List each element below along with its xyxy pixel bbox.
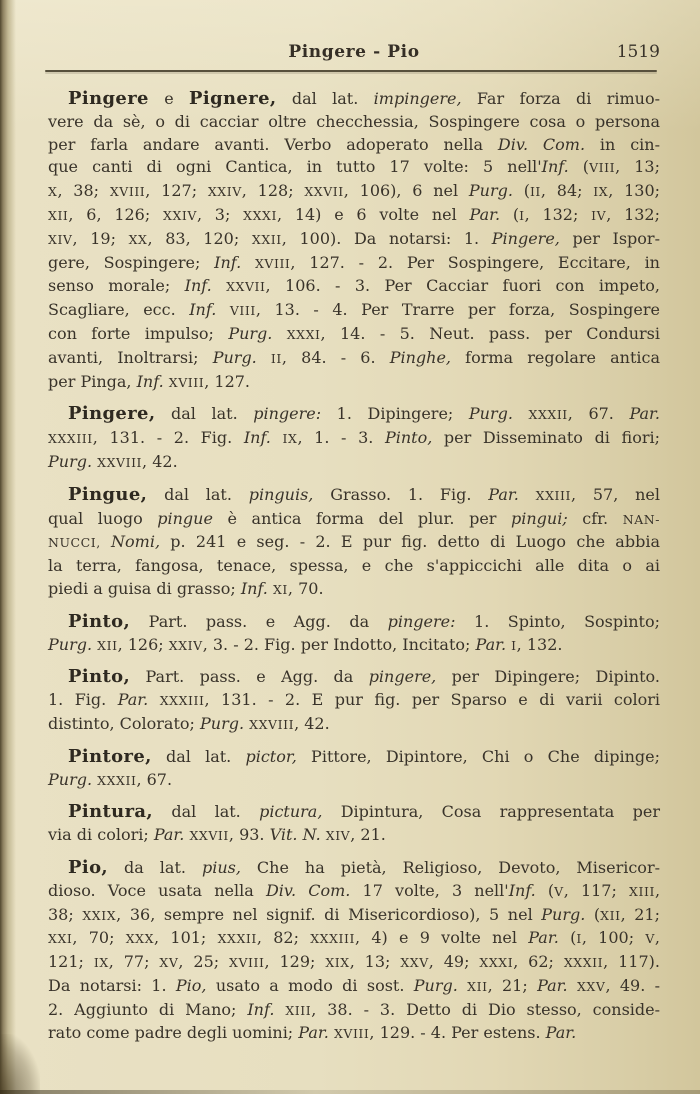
headword: Pingere: [68, 88, 149, 109]
text-segment: Pio,: [175, 975, 207, 995]
text-segment: ,: [654, 880, 661, 900]
text-segment: cfr.: [567, 508, 623, 528]
text-segment: Pinghe,: [389, 347, 451, 367]
text-segment: I: [511, 637, 517, 653]
text-segment: , 14) e 6 volte nel: [276, 204, 470, 224]
entry-paragraph: [48, 88, 660, 394]
text-segment: XIV: [325, 828, 351, 844]
text-segment: [271, 428, 283, 447]
text-line: [48, 555, 660, 578]
text-segment: per farla andare avanti. Verbo adoperato nella: [48, 134, 498, 154]
text-segment: Div. Com.: [265, 880, 351, 900]
text-segment: XVIII: [109, 184, 146, 200]
text-segment: [274, 1000, 285, 1019]
text-segment: Inf.: [247, 999, 275, 1019]
text-segment: XXXIII: [48, 431, 93, 447]
text-segment: Par.: [475, 634, 507, 654]
text-segment: XXI: [48, 931, 73, 947]
text-segment: V: [554, 883, 564, 899]
text-line: [48, 824, 660, 848]
text-segment: , 100;: [581, 928, 646, 948]
headword: Pintore,: [68, 745, 152, 767]
text-line: [48, 228, 660, 252]
text-segment: rato come padre degli uomini;: [48, 1023, 299, 1043]
text-segment: Inf.: [243, 428, 271, 448]
text-segment: [148, 690, 159, 709]
text-segment: XXXI: [243, 207, 277, 223]
text-segment: , 117;: [563, 880, 630, 900]
text-segment: V: [645, 931, 655, 947]
text-segment: gere, Sospingere;: [48, 252, 215, 272]
text-segment: , 13. - 4. Per Trarre per forza, Sospingere: [255, 300, 660, 320]
text-segment: dal lat.: [147, 484, 249, 504]
text-segment: XVIII: [254, 255, 291, 271]
text-segment: , 131. - 2. E pur fig. per Sparso e di varii colori: [204, 690, 661, 710]
text-segment: da lat.: [108, 857, 202, 877]
text-segment: XXVII: [304, 184, 344, 200]
text-segment: (: [500, 204, 520, 224]
text-segment: XXVIII: [249, 716, 295, 732]
text-segment: distinto, Colorato;: [48, 713, 201, 733]
text-segment: , 67.: [136, 769, 173, 789]
text-line: [48, 634, 660, 658]
text-segment: Dipintura, Cosa rappresentata per: [322, 802, 660, 822]
text-segment: Part. pass. e Agg. da: [130, 611, 388, 631]
text-segment: XXXII: [97, 772, 137, 788]
text-segment: XVIII: [333, 1026, 370, 1042]
text-segment: XXV: [400, 955, 429, 971]
text-line: [48, 611, 660, 634]
text-segment: per Disseminato di fiori;: [432, 428, 661, 448]
text-segment: 38;: [48, 904, 83, 924]
text-segment: I: [576, 931, 582, 947]
text-segment: Scagliare, ecc.: [48, 300, 190, 320]
text-segment: XIII: [285, 1002, 312, 1018]
text-segment: [216, 300, 230, 319]
text-line: [48, 134, 660, 157]
text-segment: Purg.: [468, 404, 513, 424]
text-segment: Purg.: [541, 904, 586, 924]
text-line: [48, 666, 660, 689]
text-line: [48, 857, 660, 880]
text-line: [48, 484, 660, 508]
text-segment: , 132;: [606, 204, 661, 224]
text-line: [48, 999, 660, 1023]
text-line: [48, 801, 660, 824]
text-line: [48, 1022, 660, 1046]
entry-paragraph: [48, 801, 660, 848]
text-segment: XIX: [325, 955, 350, 971]
headword: Pingere,: [68, 403, 156, 425]
text-segment: NAN-: [622, 511, 661, 527]
text-segment: Che ha pietà, Religioso, Devoto, Misericor-: [240, 857, 660, 877]
text-segment: , 38. - 3. Detto di Dio stesso, conside-: [311, 999, 661, 1019]
text-segment: [513, 404, 529, 423]
text-segment: Par.: [117, 690, 149, 710]
text-segment: , 13;: [615, 157, 661, 177]
text-segment: 17 volte, 3 nell': [350, 880, 509, 900]
text-line: [48, 927, 660, 951]
text-segment: impingere,: [373, 89, 462, 108]
text-segment: XXIV: [168, 637, 203, 653]
text-segment: , 57, nel: [570, 484, 661, 504]
text-segment: , 127. - 2. Per Sospingere, Eccitare, in: [290, 252, 660, 272]
text-segment: e: [148, 89, 190, 108]
text-segment: , 130;: [608, 181, 661, 201]
headword: Pio,: [68, 856, 109, 878]
text-line: [48, 904, 660, 928]
running-head: [48, 41, 660, 63]
text-segment: (: [585, 904, 601, 924]
text-segment: 1. Spinto, Sospinto;: [455, 611, 661, 631]
text-line: [48, 769, 660, 793]
text-segment: pingere,: [368, 667, 437, 687]
text-segment: VIII: [229, 303, 256, 319]
entry-paragraph: [48, 484, 660, 602]
text-segment: pius,: [201, 857, 241, 877]
text-segment: XXXII: [217, 931, 257, 947]
text-segment: XXXIII: [310, 931, 355, 947]
text-line: [48, 508, 660, 532]
text-segment: pingui;: [511, 508, 568, 528]
text-segment: (: [512, 181, 530, 201]
text-segment: , 132;: [524, 204, 592, 224]
entry-paragraph: [48, 857, 660, 1046]
running-head-title: Pingere - Pio: [288, 42, 420, 62]
text-segment: XII: [600, 907, 621, 923]
text-segment: Pittore, Dipintore, Chi o Che dipinge;: [296, 746, 661, 766]
page-bottom-edge-shadow: [0, 1090, 700, 1094]
text-segment: senso morale;: [48, 276, 185, 296]
entry-paragraph: [48, 666, 660, 736]
text-segment: Far forza di rimuo-: [461, 89, 661, 108]
text-segment: , 129;: [264, 952, 326, 972]
text-segment: , 106), 6 nel: [343, 181, 469, 201]
text-segment: , 93.: [228, 825, 270, 845]
text-segment: , 3. - 2. Fig. per Indotto, Incitato;: [202, 634, 476, 654]
text-segment: per Dipingere; Dipinto.: [436, 667, 660, 687]
entry-paragraph: [48, 746, 660, 793]
text-segment: , 21;: [620, 904, 660, 924]
text-segment: [519, 485, 536, 504]
text-segment: , 67.: [567, 404, 630, 424]
entry-paragraph: [48, 403, 660, 474]
page-number: 1519: [616, 42, 660, 62]
text-segment: (: [535, 880, 555, 900]
text-segment: XXII: [251, 231, 282, 247]
text-segment: , 14. - 5. Neut. pass. per Condursi: [320, 323, 660, 343]
page-bottom-left-corner-shadow: [0, 1034, 40, 1094]
headword: Pignere,: [189, 88, 277, 109]
entry-paragraph: [48, 611, 660, 658]
text-segment: , 49. -: [605, 975, 661, 995]
text-segment: , 36, sempre nel signif. di Misericordioso), 5 nel: [116, 904, 542, 924]
text-segment: Purg.: [48, 634, 93, 654]
text-segment: , 25;: [178, 952, 230, 972]
text-line: [48, 713, 660, 737]
text-segment: qual luogo: [48, 508, 158, 528]
text-segment: dioso. Voce usata nella: [48, 880, 266, 900]
text-segment: , 82;: [256, 928, 311, 948]
text-segment: Da notarsi: 1.: [48, 975, 176, 995]
text-line: [48, 88, 660, 111]
text-segment: dal lat.: [276, 89, 374, 108]
text-segment: pictor,: [245, 746, 297, 766]
text-segment: XX: [128, 231, 148, 247]
text-segment: , 1. - 3.: [297, 428, 385, 448]
headword: Pinto,: [68, 666, 131, 688]
text-segment: , 70.: [287, 578, 324, 598]
text-segment: Inf.: [240, 578, 268, 598]
text-segment: [458, 976, 467, 995]
text-segment: XV: [159, 955, 179, 971]
text-segment: Inf.: [136, 371, 164, 391]
text-segment: , 6, 126;: [68, 204, 164, 224]
text-segment: [241, 253, 255, 272]
text-segment: Vit. N.: [269, 825, 321, 845]
text-segment: , 100). Da notarsi: 1.: [281, 228, 492, 248]
text-segment: vere da sè, o di cacciar oltre checchessia, Sospingere cosa o persona: [48, 111, 660, 131]
text-line: [48, 111, 660, 134]
text-segment: XXIX: [82, 907, 117, 923]
text-block: [48, 88, 660, 1046]
text-segment: Inf.: [184, 276, 212, 296]
text-segment: XXIII: [535, 487, 571, 503]
text-segment: I: [519, 207, 525, 223]
text-segment: Part. pass. e Agg. da: [130, 667, 369, 687]
text-segment: Grasso. 1. Fig.: [313, 484, 489, 504]
text-line: [48, 156, 660, 180]
text-segment: Purg.: [48, 769, 93, 789]
text-segment: 1. Fig.: [48, 690, 118, 710]
text-segment: XXXII: [528, 407, 568, 423]
text-segment: XII: [467, 978, 488, 994]
text-segment: , 106. - 3. Per Cacciar fuori con impeto,: [265, 276, 661, 296]
text-segment: NUCCI,: [48, 535, 101, 551]
text-segment: Par.: [153, 825, 185, 845]
text-segment: Par.: [528, 928, 559, 948]
text-line: [48, 427, 660, 451]
text-segment: è antica forma del plur. per: [212, 508, 511, 528]
text-segment: IX: [93, 955, 109, 971]
text-segment: [101, 532, 111, 551]
text-segment: [257, 348, 271, 367]
text-segment: XXXIII: [159, 693, 205, 709]
text-line: [48, 578, 660, 602]
text-segment: Pingere,: [491, 228, 560, 248]
text-segment: IX: [282, 431, 298, 447]
text-segment: XXXI: [479, 955, 514, 971]
text-segment: , 131. - 2. Fig.: [92, 428, 244, 448]
text-segment: , 84;: [540, 181, 594, 201]
text-segment: , 19;: [72, 228, 129, 248]
text-segment: Inf.: [214, 252, 242, 272]
text-segment: [272, 324, 286, 343]
text-segment: XIV: [48, 231, 73, 247]
text-segment: , 83, 120;: [147, 228, 252, 248]
text-segment: forma regolare antica: [451, 347, 661, 367]
text-segment: , 117).: [603, 952, 660, 972]
text-segment: XII: [97, 637, 118, 653]
text-segment: Par.: [298, 1023, 329, 1043]
text-segment: dal lat.: [155, 404, 254, 424]
text-segment: pingue: [157, 508, 213, 528]
text-segment: XXIV: [163, 207, 197, 223]
text-segment: in cin-: [585, 134, 660, 154]
text-segment: dal lat.: [151, 746, 246, 766]
text-segment: dal lat.: [153, 802, 260, 822]
text-segment: II: [270, 350, 282, 366]
text-segment: , 42.: [142, 451, 178, 471]
headword: Pingue,: [68, 483, 148, 505]
text-line: [48, 204, 660, 228]
text-segment: XVIII: [229, 955, 265, 971]
text-segment: , 84. - 6.: [281, 347, 390, 367]
text-segment: IX: [593, 184, 609, 200]
text-segment: Par.: [469, 204, 501, 224]
text-segment: XXIV: [207, 184, 242, 200]
text-segment: usato a modo di sost.: [206, 975, 414, 995]
text-segment: XIII: [629, 883, 655, 899]
headword: Pinto,: [68, 610, 131, 632]
text-segment: X: [48, 184, 58, 200]
text-segment: XXXII: [563, 955, 604, 971]
text-segment: 121;: [48, 952, 94, 972]
text-segment: per Pinga,: [48, 371, 137, 391]
text-segment: Par.: [545, 1023, 577, 1043]
text-segment: XXVII: [226, 279, 266, 295]
text-segment: XXXI: [286, 326, 321, 342]
text-segment: , 21.: [350, 825, 386, 845]
text-line: [48, 371, 660, 395]
text-segment: , 38;: [57, 181, 110, 201]
text-segment: XXVIII: [97, 454, 143, 470]
text-segment: con forte impulso;: [48, 323, 229, 343]
text-segment: Inf.: [508, 880, 536, 900]
text-segment: 1. Dipingere;: [321, 404, 469, 424]
text-segment: , 101;: [154, 928, 218, 948]
text-segment: XVIII: [168, 374, 205, 390]
text-segment: ,: [654, 928, 661, 948]
text-line: [48, 347, 660, 371]
text-segment: , 42.: [294, 713, 330, 733]
text-segment: Par.: [537, 975, 568, 995]
text-segment: XII: [48, 207, 69, 223]
text-segment: , 21;: [487, 975, 538, 995]
text-segment: Nomi,: [111, 532, 161, 552]
text-segment: IV: [591, 207, 607, 223]
text-segment: XXVII: [189, 828, 229, 844]
text-line: [48, 299, 660, 323]
text-segment: avanti, Inoltrarsi;: [48, 347, 213, 367]
text-segment: , 77;: [108, 952, 160, 972]
text-segment: piedi a guisa di grasso;: [48, 578, 241, 598]
header-rule: [45, 70, 657, 72]
text-line: [48, 275, 660, 299]
text-segment: Pinto,: [384, 428, 433, 448]
text-segment: 2. Aggiunto di Mano;: [48, 999, 248, 1019]
text-segment: , 49;: [428, 952, 480, 972]
text-segment: , 126;: [117, 634, 169, 654]
text-segment: pinguis,: [248, 484, 314, 504]
text-segment: Inf.: [541, 157, 569, 177]
text-segment: pictura,: [259, 802, 323, 822]
text-line: [48, 531, 660, 555]
text-segment: , 127.: [204, 371, 251, 391]
text-line: [48, 746, 660, 769]
headword: Pintura,: [68, 801, 154, 823]
text-segment: II: [529, 184, 541, 200]
text-segment: , 62;: [513, 952, 564, 972]
text-segment: , 129. - 4. Per estens.: [369, 1023, 546, 1043]
text-segment: Div. Com.: [497, 134, 586, 154]
text-line: [48, 975, 660, 999]
text-segment: Purg.: [48, 451, 93, 471]
text-segment: XI: [272, 581, 288, 597]
text-line: [48, 180, 660, 204]
text-line: [48, 880, 660, 904]
text-segment: Par.: [629, 404, 661, 424]
text-line: [48, 451, 660, 475]
text-segment: p. 241 e seg. - 2. E pur fig. detto di Luogo che abbia: [160, 532, 660, 552]
text-segment: , 127;: [145, 181, 208, 201]
text-segment: pingere:: [387, 611, 456, 631]
text-segment: (: [558, 928, 577, 948]
text-segment: XXX: [125, 931, 155, 947]
text-segment: Inf.: [189, 300, 217, 320]
text-segment: per Ispor-: [559, 228, 660, 248]
text-segment: Purg.: [200, 713, 245, 733]
text-segment: XXV: [576, 978, 606, 994]
text-segment: [568, 976, 577, 995]
text-segment: , 13;: [349, 952, 401, 972]
text-line: [48, 951, 660, 975]
text-segment: Purg.: [212, 347, 257, 367]
text-line: [48, 252, 660, 276]
page-left-edge-shadow: [0, 0, 16, 1094]
text-segment: Par.: [488, 484, 519, 504]
text-segment: Purg.: [228, 323, 273, 343]
text-segment: VIII: [589, 160, 616, 176]
text-line: [48, 323, 660, 347]
text-segment: pingere:: [253, 404, 322, 424]
text-segment: Purg.: [413, 975, 458, 995]
text-segment: que canti di ogni Cantica, in tutto 17 volte: 5 nell': [48, 157, 542, 177]
text-segment: , 70;: [72, 928, 126, 948]
text-segment: , 3;: [196, 204, 244, 224]
text-line: [48, 403, 660, 427]
text-segment: la terra, fangosa, tenace, spessa, e che s'appiccichi alle dita o ai: [48, 556, 660, 576]
text-segment: , 4) e 9 volte nel: [355, 928, 529, 948]
text-segment: , 128;: [241, 181, 305, 201]
text-line: [48, 689, 660, 713]
text-segment: Purg.: [468, 181, 513, 201]
text-segment: , 132.: [516, 634, 563, 654]
text-segment: [212, 276, 226, 295]
text-segment: (: [568, 157, 590, 177]
text-segment: via di colori;: [48, 825, 154, 845]
